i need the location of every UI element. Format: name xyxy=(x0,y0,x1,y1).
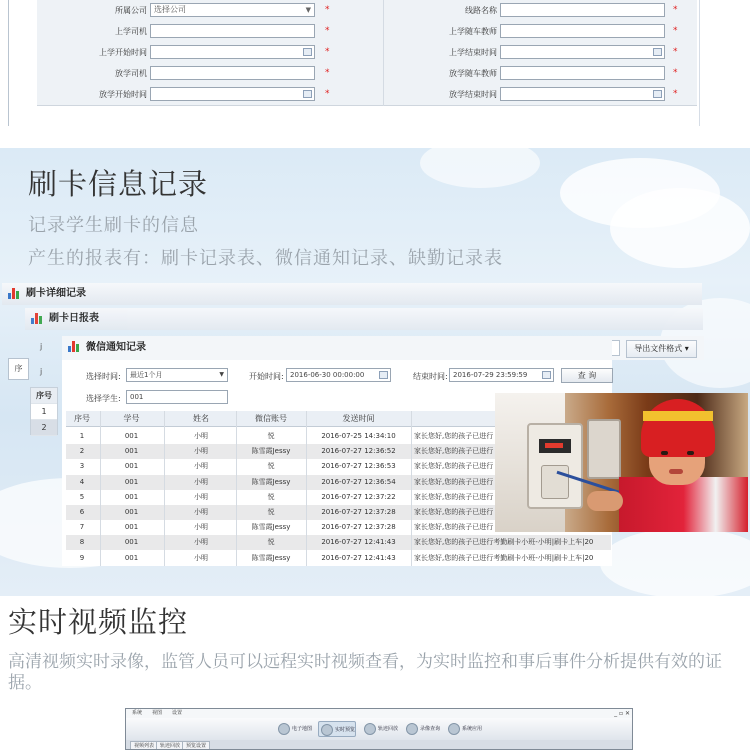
table-cell: 2016-07-27 12:41:43 xyxy=(321,553,396,562)
form-field-label: 放学结束时间 xyxy=(449,90,497,99)
required-mark: * xyxy=(673,47,678,57)
table-cell: 5 xyxy=(79,492,85,501)
playback-icon xyxy=(364,723,376,735)
form-text-input[interactable] xyxy=(500,3,665,17)
menu-item[interactable]: 视图 xyxy=(152,710,163,716)
table-cell: 家长您好,您的孩子已进行 xyxy=(414,477,494,486)
ribbon-toolbar xyxy=(126,718,633,740)
seq-cell: 2 xyxy=(31,420,57,436)
window-wechat-notify-bar[interactable] xyxy=(62,336,612,360)
time-range-label: 选择时间: xyxy=(86,372,121,381)
calendar-icon[interactable] xyxy=(379,371,388,379)
window-fragment-tab[interactable]: 序 xyxy=(8,358,29,380)
time-range-select[interactable]: 最近1个月 ▼ xyxy=(126,368,228,382)
calendar-icon[interactable] xyxy=(653,90,662,98)
table-cell: 1 xyxy=(79,432,85,440)
column-divider xyxy=(164,411,165,566)
table-cell: 001 xyxy=(124,508,139,516)
tab-preview-settings[interactable]: 预览设置 xyxy=(182,741,210,750)
seq-cell: 1 xyxy=(31,404,57,420)
column-divider xyxy=(100,411,101,566)
table-cell: 4 xyxy=(79,477,85,486)
seq-header: 序号 xyxy=(31,388,57,404)
export-format-button[interactable]: 导出文件格式 ▾ xyxy=(626,340,697,358)
report-chart-icon xyxy=(31,313,43,324)
table-row[interactable] xyxy=(66,551,611,566)
tab-track-playback[interactable]: 轨迹回放 xyxy=(156,741,184,750)
table-cell: 小明 xyxy=(194,447,208,456)
ribbon-live-preview-button[interactable]: 实时预览 xyxy=(318,721,356,737)
student-card-reader-photo xyxy=(495,393,748,532)
required-mark: * xyxy=(673,5,678,15)
menu-item[interactable]: 设置 xyxy=(172,710,183,716)
form-date-input[interactable] xyxy=(500,45,665,59)
table-cell: 小明 xyxy=(194,553,208,562)
section-subtitle-2: 产生的报表有：刷卡记录表、微信通知记录、缺勤记录表 xyxy=(28,248,503,269)
calendar-icon[interactable] xyxy=(653,48,662,56)
start-time-label: 开始时间: xyxy=(249,372,284,381)
table-cell: 家长您好,您的孩子已进行考勤刷卡小班-小明|刷卡上车|20 xyxy=(414,538,594,547)
form-field-label: 所属公司 xyxy=(115,6,147,15)
table-cell: 2016-07-27 12:36:54 xyxy=(321,477,396,486)
table-cell: 小明 xyxy=(194,432,208,440)
column-header[interactable]: 发送时间 xyxy=(342,414,375,423)
table-cell: 小明 xyxy=(194,492,208,501)
table-cell: 2016-07-25 14:34:10 xyxy=(321,432,396,440)
ribbon-playback-button[interactable]: 轨迹回放 xyxy=(362,721,398,737)
table-cell: 悦 xyxy=(267,508,275,516)
table-cell: 悦 xyxy=(267,432,275,440)
form-field-label: 上学结束时间 xyxy=(449,48,497,57)
table-cell: 2 xyxy=(79,447,85,456)
required-mark: * xyxy=(325,89,330,99)
column-header[interactable]: 姓名 xyxy=(193,414,209,423)
vehicle-form xyxy=(37,0,697,106)
table-cell: 家长您好,您的孩子已进行 xyxy=(414,432,494,440)
window-title: 微信通知记录 xyxy=(86,342,146,353)
video-tab-bar xyxy=(126,740,633,750)
chevron-down-icon[interactable]: ▼ xyxy=(305,6,311,14)
table-cell: 小明 xyxy=(194,508,208,516)
form-row xyxy=(37,21,697,42)
calendar-icon[interactable] xyxy=(542,371,551,379)
gear-icon xyxy=(448,723,460,735)
calendar-icon[interactable] xyxy=(303,90,312,98)
table-cell: 悦 xyxy=(267,462,275,471)
section-description-video: 高清视频实时录像，监管人员可以远程实时视频查看，为实时监控和事后事件分析提供有效的证据。 xyxy=(8,652,722,693)
table-cell: 家长您好,您的孩子已进行考勤刷卡小班-小明|刷卡上车|20 xyxy=(414,553,594,562)
form-date-input[interactable] xyxy=(500,87,665,101)
section-subtitle-1: 记录学生刷卡的信息 xyxy=(28,215,199,236)
table-cell: 家长您好,您的孩子已进行 xyxy=(414,523,494,532)
table-cell: 001 xyxy=(124,462,139,471)
form-row xyxy=(37,84,697,105)
form-row xyxy=(37,42,697,63)
section-title-video: 实时视频监控 xyxy=(8,605,189,639)
table-cell: 2016-07-27 12:37:22 xyxy=(321,492,396,501)
query-button[interactable]: 查 询 xyxy=(561,368,613,383)
column-divider xyxy=(306,411,307,566)
ribbon-emap-button[interactable]: 电子地图 xyxy=(276,721,312,737)
form-field-label: 上学司机 xyxy=(115,27,147,36)
table-cell: 陈雪霞Jessy xyxy=(251,477,291,486)
table-cell: 001 xyxy=(124,447,139,456)
window-fragment-text: j xyxy=(40,342,43,351)
end-time-label: 结束时间: xyxy=(413,372,448,381)
table-cell: 2016-07-27 12:37:28 xyxy=(321,523,396,532)
table-cell: 悦 xyxy=(267,492,275,501)
start-time-input[interactable]: 2016-06-30 00:00:00 xyxy=(286,368,391,382)
form-text-input[interactable] xyxy=(150,66,315,80)
report-chart-icon xyxy=(8,288,20,299)
table-cell: 陈雪霞Jessy xyxy=(251,523,291,532)
menu-item[interactable]: 系统 xyxy=(132,710,143,716)
ribbon-record-search-button[interactable]: 录像查询 xyxy=(404,721,440,737)
table-cell: 001 xyxy=(124,492,139,501)
table-cell: 陈雪霞Jessy xyxy=(251,553,291,562)
table-cell: 陈雪霞Jessy xyxy=(251,447,291,456)
report-chart-icon xyxy=(68,341,80,352)
table-cell: 9 xyxy=(79,553,85,562)
column-header[interactable]: 序号 xyxy=(74,414,90,423)
form-field-label: 上学随车教师 xyxy=(449,27,497,36)
window-controls[interactable]: _ ▫ ✕ xyxy=(614,710,630,717)
column-divider xyxy=(411,411,412,566)
video-monitor-app-window xyxy=(125,708,633,750)
form-text-input[interactable] xyxy=(500,24,665,38)
ribbon-system-button[interactable]: 系统应用 xyxy=(446,721,482,737)
student-select-input[interactable]: 001 xyxy=(126,390,228,404)
table-cell: 001 xyxy=(124,538,139,547)
background-seq-column xyxy=(30,387,58,435)
form-date-input[interactable] xyxy=(150,87,315,101)
required-mark: * xyxy=(673,68,678,78)
form-text-input[interactable] xyxy=(150,24,315,38)
tab-video-list[interactable]: 视频列表 xyxy=(130,741,158,750)
form-row xyxy=(37,63,697,84)
table-cell: 8 xyxy=(79,538,85,547)
table-cell: 家长您好,您的孩子已进行 xyxy=(414,462,494,471)
window-title: 刷卡日报表 xyxy=(49,313,99,324)
form-text-input[interactable] xyxy=(500,66,665,80)
menu-bar xyxy=(126,709,633,718)
table-cell: 7 xyxy=(79,523,85,532)
student-select-label: 选择学生: xyxy=(86,394,121,403)
table-cell: 小明 xyxy=(194,523,208,532)
column-header[interactable]: 学号 xyxy=(123,414,140,423)
required-mark: * xyxy=(325,68,330,78)
required-mark: * xyxy=(673,89,678,99)
window-card-detail-bar[interactable] xyxy=(2,283,702,305)
table-cell: 悦 xyxy=(267,538,275,547)
form-field-label: 上学开始时间 xyxy=(99,48,147,57)
column-header[interactable]: 微信账号 xyxy=(255,414,287,423)
table-cell: 001 xyxy=(124,553,139,562)
table-cell: 小明 xyxy=(194,538,208,547)
window-title: 刷卡详细记录 xyxy=(26,288,86,299)
section-title-card-records: 刷卡信息记录 xyxy=(28,167,209,201)
end-time-input[interactable]: 2016-07-29 23:59:59 xyxy=(449,368,554,382)
required-mark: * xyxy=(325,26,330,36)
form-field-label: 线路名称 xyxy=(465,6,497,15)
table-cell: 2016-07-27 12:41:43 xyxy=(321,538,396,547)
required-mark: * xyxy=(325,47,330,57)
table-cell: 小明 xyxy=(194,477,208,486)
table-cell: 6 xyxy=(79,508,85,516)
form-date-input[interactable] xyxy=(150,45,315,59)
table-cell: 2016-07-27 12:37:28 xyxy=(321,508,396,516)
form-field-label: 放学司机 xyxy=(115,69,147,78)
camera-icon xyxy=(321,724,333,736)
table-cell: 2016-07-27 12:36:53 xyxy=(321,462,396,471)
window-daily-report-bar[interactable] xyxy=(25,308,703,330)
table-cell: 家长您好,您的孩子已进行 xyxy=(414,447,494,456)
form-row xyxy=(37,0,697,21)
window-fragment-text: j xyxy=(40,367,43,376)
column-divider xyxy=(236,411,237,566)
table-cell: 家长您好,您的孩子已进行 xyxy=(414,508,494,516)
table-cell: 3 xyxy=(79,462,85,471)
required-mark: * xyxy=(325,5,330,15)
table-cell: 2016-07-27 12:36:52 xyxy=(321,447,396,456)
table-cell: 001 xyxy=(124,477,139,486)
table-row[interactable] xyxy=(66,535,611,550)
search-icon xyxy=(406,723,418,735)
required-mark: * xyxy=(673,26,678,36)
table-cell: 家长您好,您的孩子已进行 xyxy=(414,492,494,501)
table-cell: 001 xyxy=(124,432,139,440)
vehicle-form-panel xyxy=(8,0,700,126)
form-field-label: 放学随车教师 xyxy=(449,69,497,78)
table-cell: 小明 xyxy=(194,462,208,471)
table-cell: 001 xyxy=(124,523,139,532)
calendar-icon[interactable] xyxy=(303,48,312,56)
form-field-label: 放学开始时间 xyxy=(99,90,147,99)
form-select[interactable]: 选择公司 ▼ xyxy=(150,3,315,17)
map-icon xyxy=(278,723,290,735)
